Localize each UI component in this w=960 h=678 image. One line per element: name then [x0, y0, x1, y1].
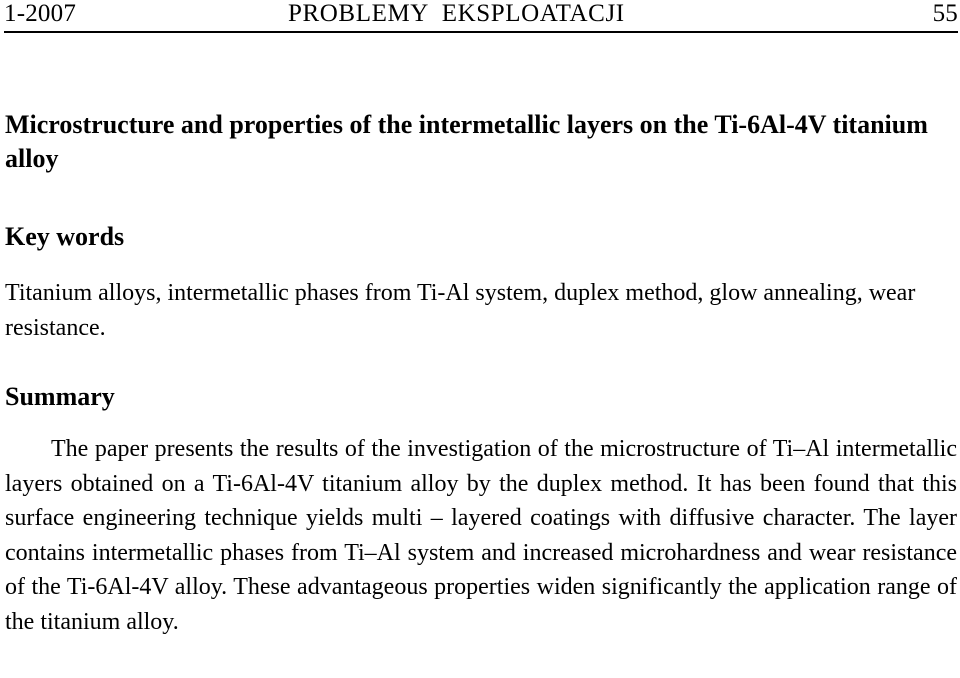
header-rule — [4, 31, 958, 33]
keywords-heading: Key words — [5, 222, 125, 251]
keywords-text: Titanium alloys, intermetallic phases from Ti-Al system, duplex method, glow annealing, wear resistance. — [5, 280, 916, 341]
summary-heading: Summary — [5, 382, 115, 411]
running-header — [4, 0, 958, 31]
summary-text: The paper presents the results of the investigation of the microstructure of Ti–Al intermetallic layers obtained on a Ti-6Al-4V titanium alloy by the duplex method. It has been found that this surface engineering technique yields multi – layered coatings with diffusive character. The layer contains intermetallic phases from Ti–Al system and increased microhardness and wear resistance of the Ti-6Al-4V alloy. These advantageous properties widen significantly the application range of the titanium alloy. — [5, 436, 957, 635]
article-title: Microstructure and properties of the intermetallic layers on the Ti-6Al-4V titanium alloy — [5, 110, 928, 173]
issue-label: 1-2007 — [4, 0, 77, 27]
journal-name: PROBLEMY EKSPLOATACJI — [288, 0, 625, 27]
page-number: 55 — [932, 0, 958, 27]
